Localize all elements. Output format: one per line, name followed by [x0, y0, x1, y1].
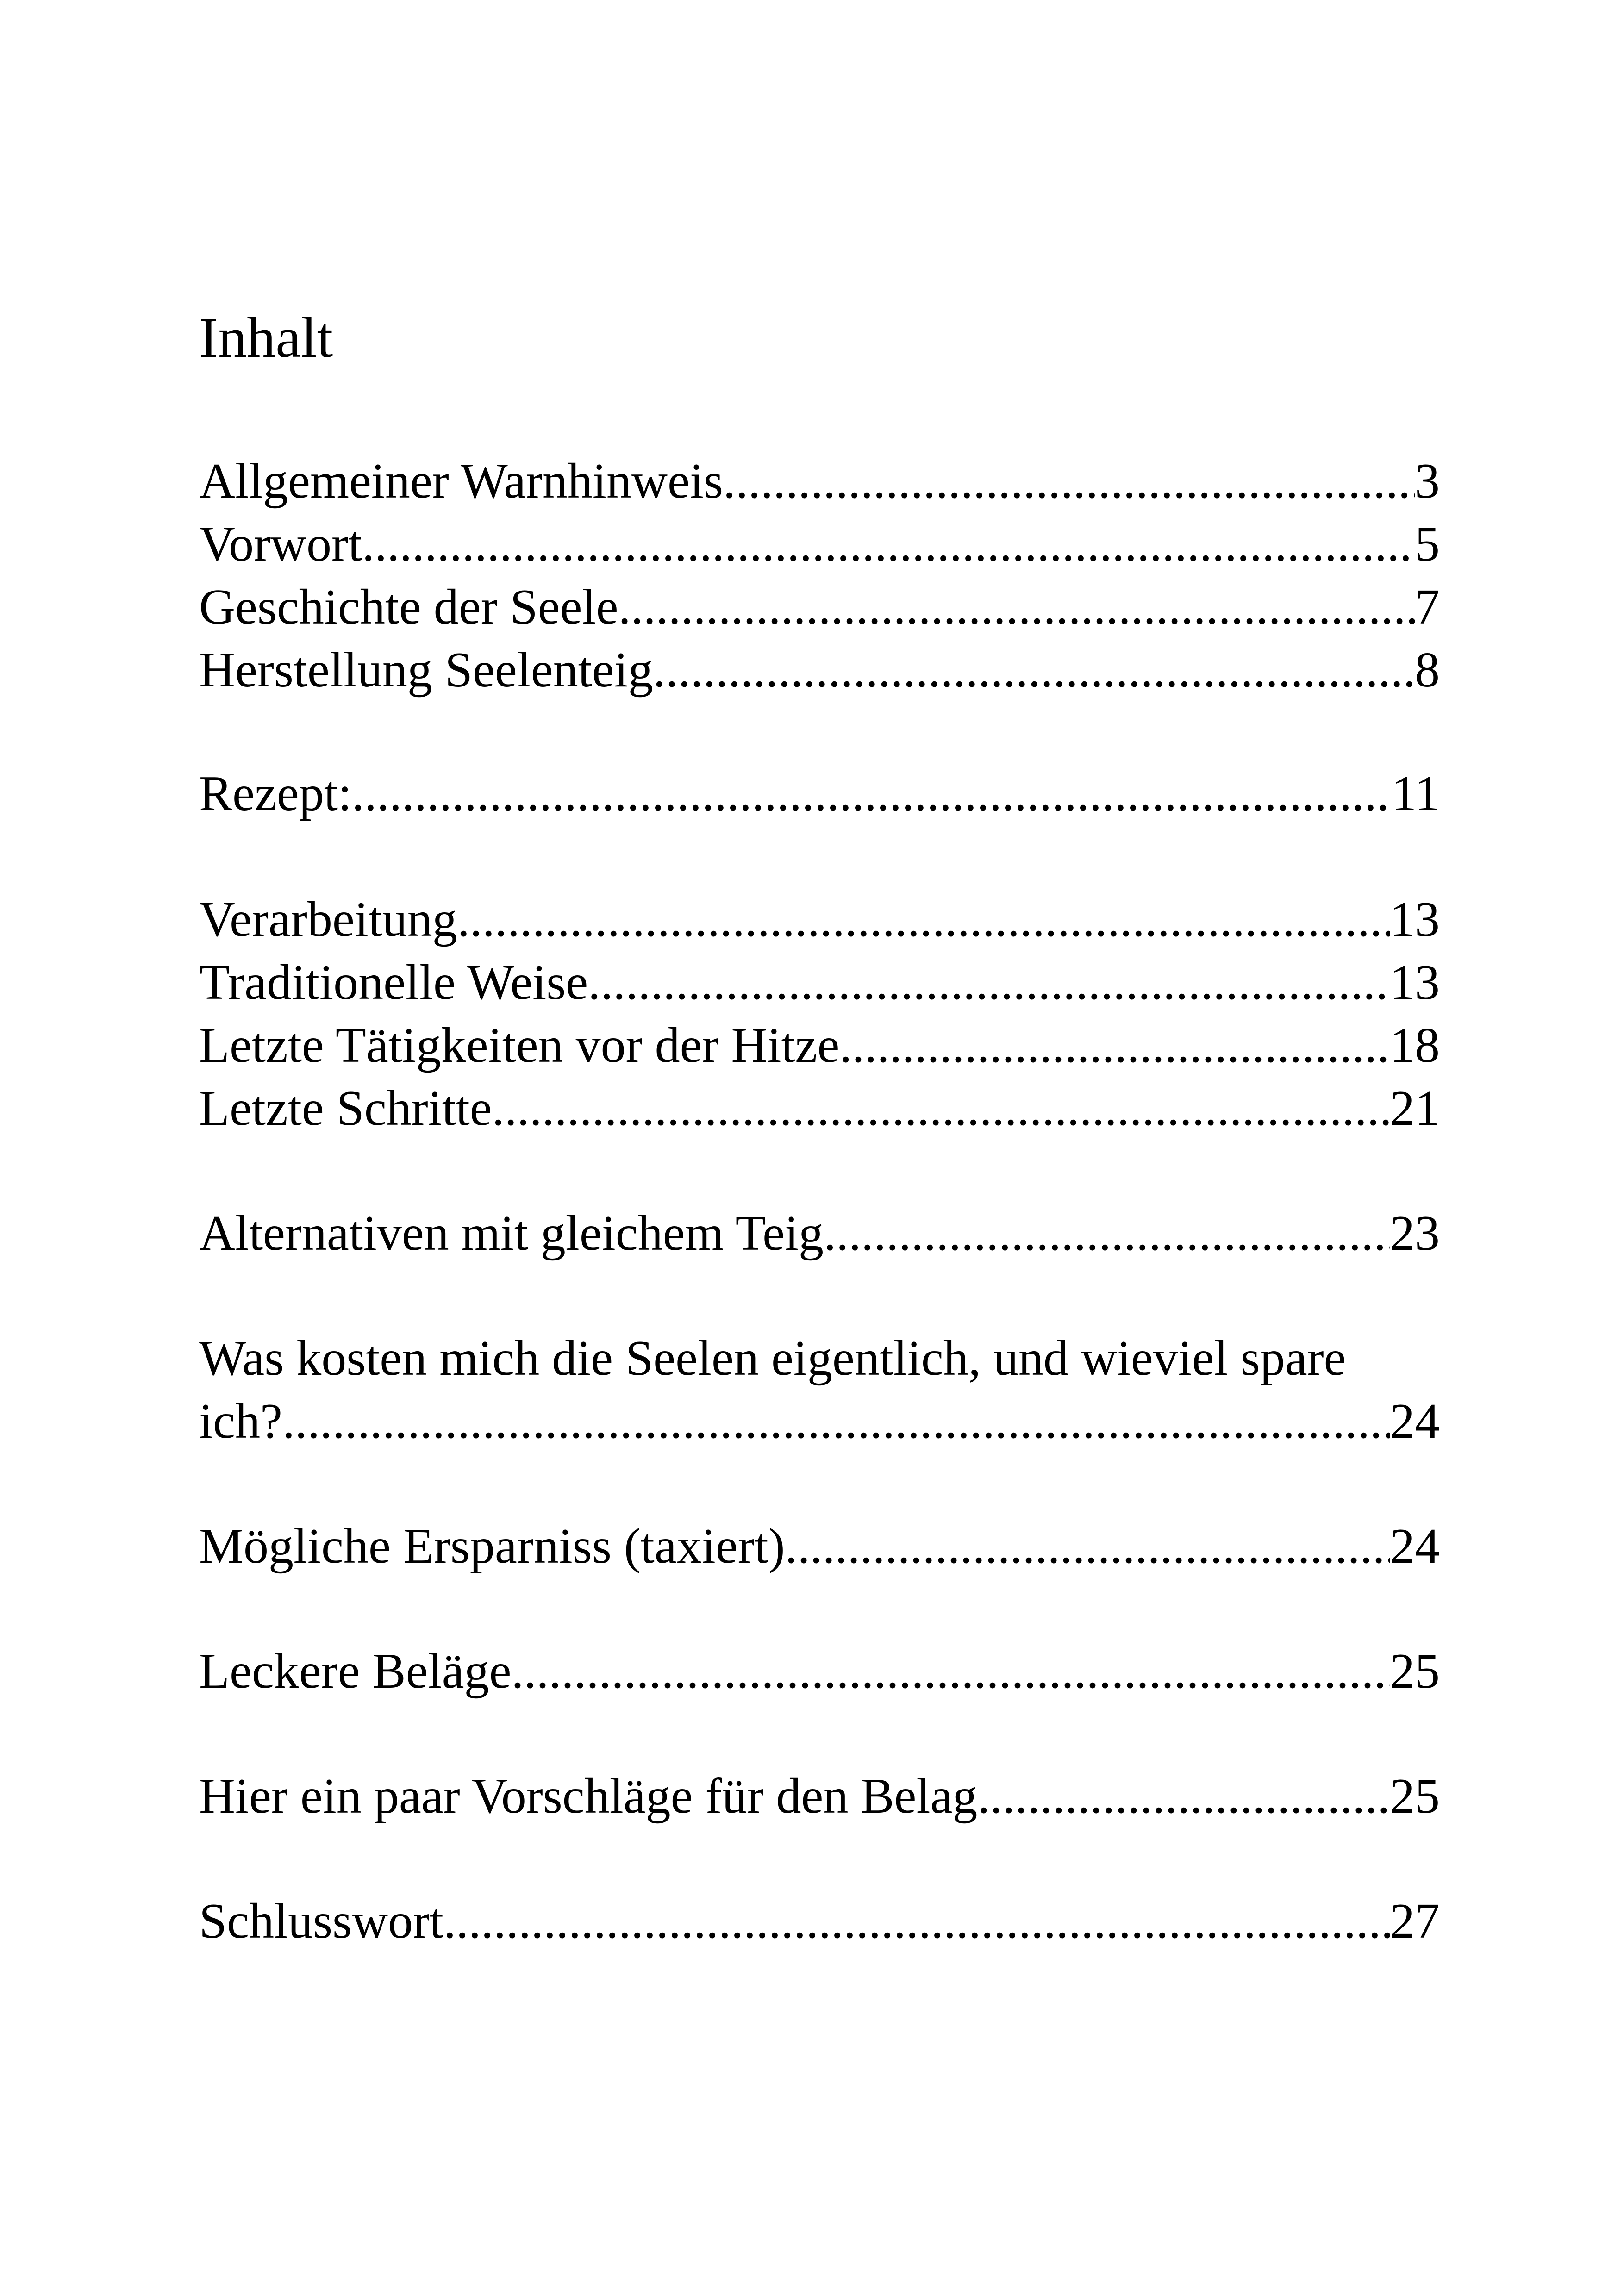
toc-entry — [199, 573, 1440, 642]
toc-leader-dots — [839, 1011, 1390, 1080]
toc-entry — [199, 885, 1440, 954]
toc-entry-label: Rezept: — [199, 766, 352, 821]
toc-entry-label: ich? — [199, 1394, 282, 1449]
toc-leader-dots — [282, 1387, 1390, 1456]
toc-leader-dots — [977, 1762, 1390, 1831]
toc-entry — [199, 948, 1440, 1017]
toc-entry — [199, 447, 1440, 516]
toc-leader-dots — [457, 885, 1390, 954]
toc-entry-page: 23 — [1390, 1206, 1440, 1261]
toc-leader-dots — [824, 1199, 1390, 1268]
toc-title: Inhalt — [199, 306, 333, 369]
toc-entry — [199, 1887, 1440, 1956]
toc-entry-page: 5 — [1415, 517, 1440, 572]
toc-entry-label: Geschichte der Seele — [199, 580, 618, 635]
toc-leader-dots — [362, 510, 1415, 579]
toc-entry — [199, 636, 1440, 705]
toc-entry-page: 13 — [1390, 955, 1440, 1010]
toc-entry-label: Hier ein paar Vorschläge für den Belag — [199, 1769, 978, 1824]
toc-leader-dots — [492, 1074, 1390, 1143]
toc-entry-page: 18 — [1390, 1018, 1440, 1073]
toc-entry-label: Letzte Schritte — [199, 1081, 492, 1136]
toc-leader-dots — [443, 1887, 1390, 1956]
toc-entry-page: 13 — [1390, 892, 1440, 947]
toc-entry — [199, 1637, 1440, 1706]
toc-entry-label: Herstellung Seelenteig — [199, 642, 653, 698]
toc-entry-page: 11 — [1392, 766, 1440, 821]
toc-entry — [199, 510, 1440, 579]
toc-entry — [199, 1387, 1440, 1456]
toc-entry — [199, 1074, 1440, 1143]
toc-entry-page: 25 — [1390, 1769, 1440, 1824]
toc-entry-label: Verarbeitung — [199, 892, 457, 947]
toc-entry-label: Schlusswort — [199, 1894, 444, 1949]
toc-entry — [199, 1199, 1440, 1268]
toc-entry-page: 8 — [1415, 642, 1440, 698]
toc-entry-label: Mögliche Ersparniss (taxiert) — [199, 1519, 785, 1574]
toc-entry-label: Letzte Tätigkeiten vor der Hitze — [199, 1018, 840, 1073]
toc-leader-dots — [512, 1637, 1390, 1706]
toc-leader-dots — [653, 636, 1415, 705]
toc-entry-page: 3 — [1415, 454, 1440, 509]
toc-entry-label-line1: Was kosten mich die Seelen eigentlich, und wieviel spare — [199, 1331, 1346, 1386]
toc-leader-dots — [785, 1512, 1390, 1581]
toc-entry — [199, 1011, 1440, 1080]
toc-entry-label: Traditionelle Weise — [199, 955, 588, 1010]
toc-entry — [199, 759, 1440, 829]
toc-entry-page: 25 — [1390, 1644, 1440, 1699]
toc-leader-dots — [352, 759, 1392, 829]
toc-leader-dots — [588, 948, 1390, 1017]
toc-entry — [199, 1512, 1440, 1581]
toc-entry — [199, 1762, 1440, 1831]
toc-entry-page: 24 — [1390, 1394, 1440, 1449]
toc-entry-label: Leckere Beläge — [199, 1644, 512, 1699]
toc-entry-label: Alternativen mit gleichem Teig — [199, 1206, 824, 1261]
toc-entry-label: Vorwort — [199, 517, 362, 572]
toc-entry-page: 21 — [1390, 1081, 1440, 1136]
toc-leader-dots — [618, 573, 1415, 642]
toc-entry-page: 24 — [1390, 1519, 1440, 1574]
toc-leader-dots — [723, 447, 1415, 516]
toc-entry-label: Allgemeiner Warnhinweis — [199, 454, 723, 509]
toc-entry-page: 7 — [1415, 580, 1440, 635]
toc-entry-page: 27 — [1390, 1894, 1440, 1949]
